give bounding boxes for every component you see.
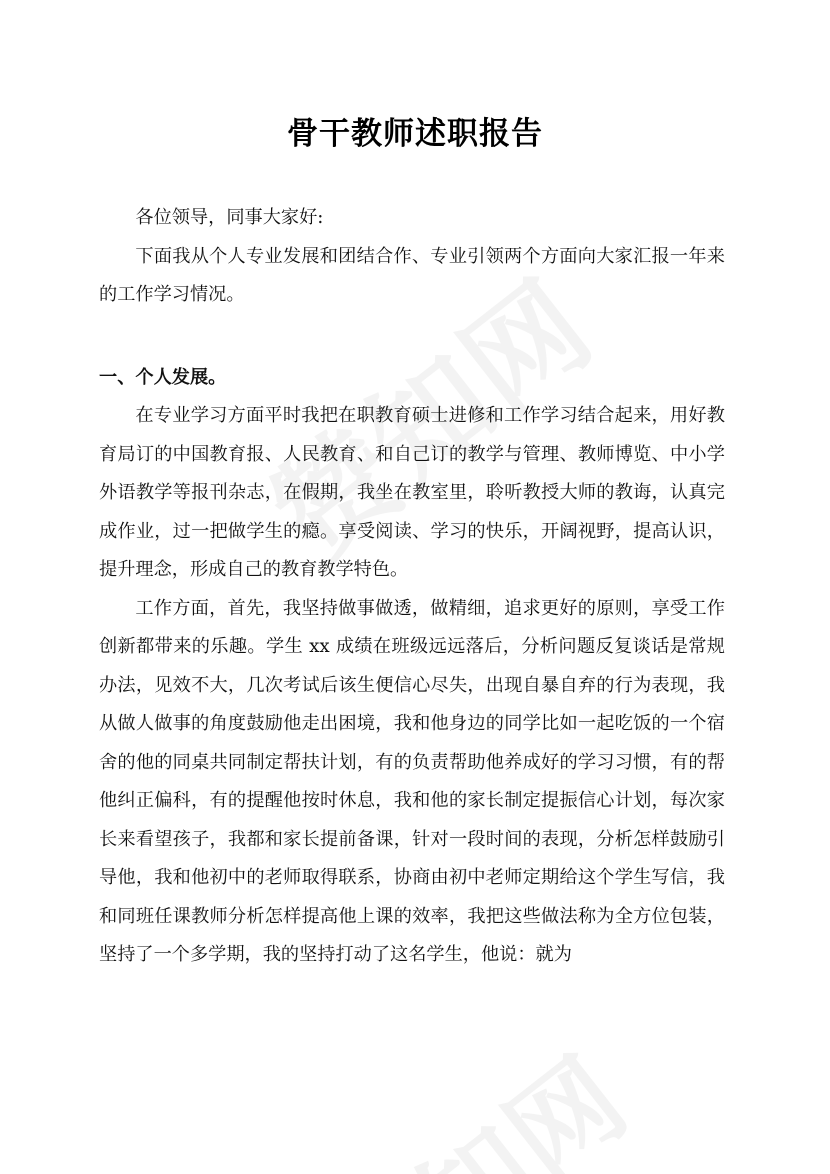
body-paragraph: 在专业学习方面平时我把在职教育硕士进修和工作学习结合起来，用好教育局订的中国教育报、人民教育、和自己订的教学与管理、教师博览、中小学外语教学等报刊杂志，在假期，我坐在教室里，聆听教授大师的教诲，认真完成作业，过一把做学生的瘾。享受阅读、学习的快乐，开阔视野，提高认识，提升理念，形成自己的教育教学特色。 <box>99 405 725 580</box>
document-body <box>99 199 725 975</box>
section-heading: 一、个人发展。 <box>99 366 227 388</box>
document-title: 骨干教师述职报告 <box>287 116 543 152</box>
watermark-bottom <box>292 1000 668 1174</box>
intro-paragraph: 下面我从个人专业发展和团结合作、专业引领两个方面向大家汇报一年来的工作学习情况。 <box>99 245 725 305</box>
section-spacer <box>99 315 725 359</box>
greeting: 各位领导，同事大家好: <box>135 207 324 228</box>
body-paragraph: 工作方面，首先，我坚持做事做透，做精细，追求更好的原则，享受工作创新都带来的乐趣。学生 xx 成绩在班级远远落后，分析问题反复谈话是常规办法，见效不大，几次考试后该生便信心尽失，出现自暴自弃的行为表现，我从做人做事的角度鼓励他走出困境，我和他身边的同学比如一起吃饭的一个宿舍的他的同桌共同制定帮扶计划，有的负责帮助他养成好的学习习惯，有的帮他纠正偏科，有的提醒他按时休息，我和他的家长制定提振信心计划，每次家长来看望孩子，我都和家长提前备课，针对一段时间的表现，分析怎样鼓励引导他，我和他初中的老师取得联系，协商由初中老师定期给这个学生写信，我和同班任课教师分析怎样提高他上课的效率，我把这些做法称为全方位包装，坚持了一个多学期，我的坚持打动了这名学生，他说：就为 <box>99 597 725 965</box>
